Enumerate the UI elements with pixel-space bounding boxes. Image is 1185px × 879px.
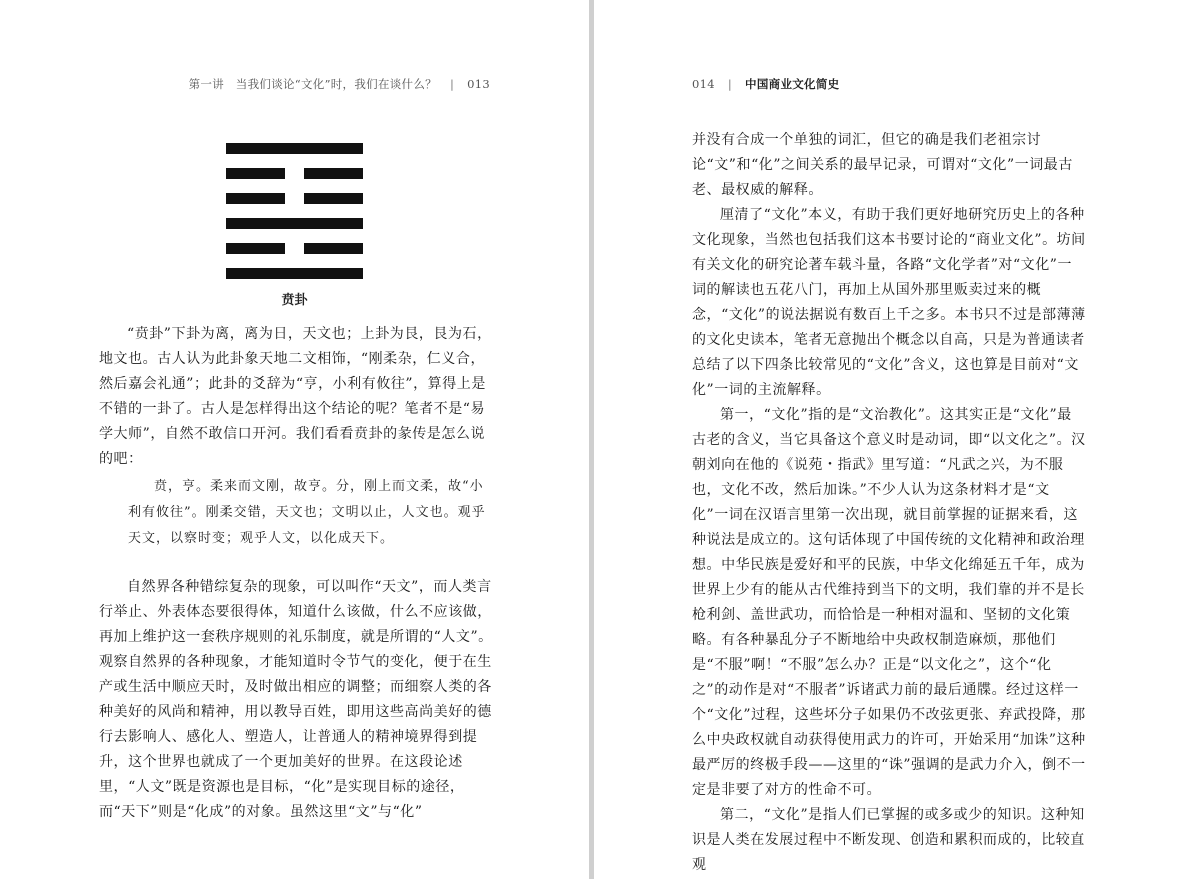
yang-line: [226, 143, 363, 154]
body-text: [692, 128, 1086, 878]
yin-line-segment: [304, 168, 363, 179]
yin-line-segment: [304, 243, 363, 254]
yang-line: [226, 268, 363, 279]
yin-line-segment: [226, 243, 285, 254]
body-text: [99, 322, 493, 472]
block-quote: [128, 474, 492, 552]
page-number: 013: [467, 77, 490, 91]
right-page: [594, 0, 1185, 879]
paragraph: 自然界各种错综复杂的现象，可以叫作“天文”，而人类言行举止、外表体态要很得体，知道什么该做，什么不应该做，再加上维护这一套秩序规则的礼乐制度，就是所谓的“人文”。观察自然界的各种现象，才能知道时令节气的变化，便于在生产或生活中顺应天时，及时做出相应的调整；而细察人类的各种美好的风尚和精神，用以教导百姓，即用这些高尚美好的德行去影响人、感化人、塑造人，让普通人的精神境界得到提升，这个世界也就成了一个更加美好的世界。在这段论述里，“人文”既是资源也是目标，“化”是实现目标的途径，而“天下”则是“化成”的对象。虽然这里“文”与“化”: [99, 579, 493, 820]
yin-line-segment: [304, 193, 363, 204]
paragraph: 第二，“文化”是指人们已掌握的或多或少的知识。这种知识是人类在发展过程中不断发现、创造和累积而成的，比较直观: [692, 807, 1085, 873]
left-page: [0, 0, 589, 879]
page-number: 014: [692, 77, 715, 91]
paragraph: “贲卦”下卦为离，离为日，天文也；上卦为艮，艮为石，地文也。古人认为此卦象天地二文相饰，“刚柔杂，仁义合，然后嘉会礼通”；此卦的爻辞为“亨，小利有攸往”，算得上是不错的一卦了。古人是怎样得出这个结论的呢？笔者不是“易学大师”，自然不敢信口开河。我们看看贲卦的彖传是怎么说的吧：: [99, 326, 492, 467]
hexagram-caption: 贲卦: [281, 293, 308, 308]
body-text: [99, 575, 493, 825]
head-separator: |: [727, 77, 733, 91]
yin-line-segment: [226, 168, 285, 179]
book-title: 中国商业文化简史: [745, 77, 840, 91]
paragraph: 第一，“文化”指的是“文治教化”。这其实正是“文化”最古老的含义，当它具备这个意义时是动词，即“以文化之”。汉朝刘向在他的《说苑・指武》里写道：“凡武之兴，为不服也，文化不改，然后加诛。”不少人认为这条材料才是“文化”一词在汉语言里第一次出现，就目前掌握的证据来看，这种说法是成立的。这句话体现了中国传统的文化精神和政治理想。中华民族是爱好和平的民族，中华文化绵延五千年，成为世界上少有的能从古代维持到当下的文明，我们靠的并不是长枪利剑、盖世武功，而恰恰是一种相对温和、坚韧的文化策略。有各种暴乱分子不断地给中央政权制造麻烦，那他们是“不服”啊！“不服”怎么办？正是“以文化之”，这个“化之”的动作是对“不服者”诉诸武力前的最后通牒。经过这样一个“文化”过程，这些坏分子如果仍不改弦更张、弃武投降，那么中央政权就自动获得使用武力的许可，开始采用“加诛”这种最严厉的终极手段——这里的“诛”强调的是武力介入，倒不一定是非要了对方的性命不可。: [692, 407, 1086, 798]
paragraph: 厘清了“文化”本义，有助于我们更好地研究历史上的各种文化现象，当然也包括我们这本书要讨论的“商业文化”。坊间有关文化的研究论著车载斗量，各路“文化学者”对“文化”一词的解读也五花八门，再加上从国外那里贩卖过来的概念，“文化”的说法据说有数百上千之多。本书只不过是部薄薄的文化史读本，笔者无意抛出个概念以自高，只是为普通读者总结了以下四条比较常见的“文化”含义，这也算是目前对“文化”一词的主流解释。: [692, 207, 1086, 398]
bi-hexagram-figure: [226, 143, 363, 293]
chapter-title: 第一讲 当我们谈论“文化”时，我们在谈什么？: [188, 77, 437, 91]
quote-text: 贲，亨。柔来而文刚，故亨。分，刚上而文柔，故“小利有攸往”。刚柔交错，天文也；文明以止，人文也。观乎天文，以察时变；观乎人文，以化成天下。: [128, 479, 486, 546]
right-running-head: [692, 76, 839, 92]
yang-line: [226, 218, 363, 229]
yin-line: [226, 243, 363, 254]
yin-line: [226, 168, 363, 179]
paragraph: 并没有合成一个单独的词汇，但它的确是我们老祖宗讨论“文”和“化”之间关系的最早记录，可谓对“文化”一词最古老、最权威的解释。: [692, 132, 1073, 198]
left-running-head: [189, 76, 490, 92]
yin-line-segment: [226, 193, 285, 204]
head-separator: |: [449, 77, 455, 91]
yin-line: [226, 193, 363, 204]
